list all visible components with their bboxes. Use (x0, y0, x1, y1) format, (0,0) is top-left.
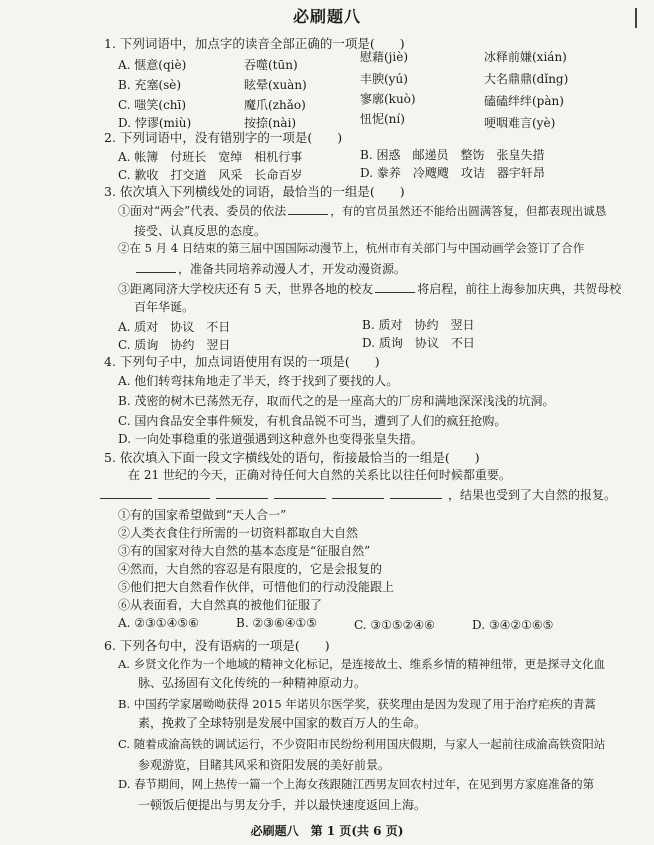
q5-option-a: A. ②③①④⑤⑥ (118, 616, 199, 630)
q2-stem: 2. 下列词语中，没有错别字的一项是( ) (104, 130, 343, 145)
q1-row-d-3: 忸怩(ní) (360, 112, 405, 126)
q5-item-1: ①有的国家希望做到“天人合一” (118, 508, 287, 522)
q6-option-b-line2: 素，挽救了全球特别是发展中国家的数百万人的生命。 (138, 716, 427, 730)
q1-stem: 1. 下列词语中，加点字的读音全部正确的一项是( ) (104, 36, 405, 51)
q6-option-a-line2: 脉、弘扬固有文化传统的一种精神原动力。 (138, 676, 367, 690)
q5-item-3: ③有的国家对待大自然的基本态度是“征服自然” (118, 544, 371, 558)
q6-stem: 6. 下列各句中，没有语病的一项是( ) (104, 638, 330, 653)
q1-row-d-2: 按捺(nài) (244, 116, 297, 130)
q4-option-d: D. 一向处事稳重的张道强遇到这种意外也变得张皇失措。 (118, 432, 423, 446)
q1-row-c-2: 魔爪(zhǎo) (244, 98, 306, 112)
q1-row-a-4: 冰释前嫌(xián) (484, 50, 567, 64)
q3-s2-text-b: ，准备共同培养动漫人才，开发动漫资源。 (178, 262, 407, 276)
q5-lead: 在 21 世纪的今天，正确对待任何大自然的关系比以往任何时候都重要。 (128, 468, 511, 482)
q5-item-4: ④然而，大自然的容忍是有限度的，它是会报复的 (118, 562, 383, 576)
q5-blank-3 (216, 487, 268, 499)
q6-option-d-line2: 一顿饭后便提出与男友分手，并以最快速度返回上海。 (138, 798, 427, 812)
q4-option-b: B. 茂密的树木已荡然无存，取而代之的是一座高大的厂房和满地深深浅浅的坑洞。 (118, 394, 555, 408)
q1-row-d-4: 哽咽难言(yè) (484, 116, 556, 130)
q3-sentence-2b (134, 260, 406, 277)
page-footer: 必刷题八 第 1 页(共 6 页) (250, 824, 404, 838)
q4-option-c: C. 国内食品安全事件频发，有机食品锐不可当，遭到了人们的疯狂抢购。 (118, 414, 507, 428)
q5-blank-5 (332, 487, 384, 499)
q1-row-a-3: 慰藉(jiè) (360, 50, 409, 64)
q3-blank-3 (375, 282, 415, 293)
q5-tail: ，结果也受到了大自然的报复。 (448, 488, 617, 502)
q5-blank-4 (274, 487, 326, 499)
q5-item-2: ②人类衣食住行所需的一切资料都取自大自然 (118, 526, 359, 540)
q5-option-b: B. ②③⑥④①⑤ (236, 616, 317, 630)
q3-sentence-3a (118, 280, 621, 297)
q5-item-5: ⑤他们把大自然看作伙伴，可惜他们的行动没能跟上 (118, 580, 395, 594)
q1-row-d-1: D. 悖谬(miù) (118, 116, 192, 130)
q3-option-a: A. 质对 协议 不日 (118, 320, 231, 334)
q5-item-6: ⑥从表面看，大自然真的被他们征服了 (118, 598, 323, 612)
q3-sentence-1c: 接受、认真反思的态度。 (134, 224, 267, 238)
q3-sentence-2a: ②在 5 月 4 日结束的第三届中国国际动漫节上，杭州市有关部门与中国动画学会签订了合作 (118, 241, 585, 255)
q3-option-c: C. 质询 协约 翌日 (118, 338, 231, 352)
q5-blank-6 (390, 487, 442, 499)
q5-option-c: C. ③①⑤②④⑥ (354, 618, 435, 632)
q3-s3-text-b: 将启程，前往上海参加庆典，共贺母校 (417, 282, 622, 296)
q3-option-d: D. 质询 协议 不日 (362, 336, 475, 350)
q6-option-c-line1: C. 随着成渝高铁的调试运行，不少资阳市民纷纷利用国庆假期，与家人一起前往成渝高铁资阳站 (118, 737, 606, 751)
q6-option-d-line1: D. 春节期间，网上热传一篇一个上海女孩跟随江西男友回农村过年，在见到男方家庭准备的第 (118, 777, 595, 791)
q6-option-c-line2: 参观游览，目睹其风采和资阳发展的美好前景。 (138, 758, 391, 772)
q1-row-b-1: B. 充塞(sè) (118, 78, 182, 92)
q3-stem: 3. 依次填入下列横线处的词语，最恰当的一组是( ) (104, 184, 405, 199)
q5-blank-1 (100, 487, 152, 499)
q2-option-a: A. 帐簿 付班长 宽绰 相机行事 (118, 150, 303, 164)
q5-blank-row (100, 486, 616, 503)
q1-row-c-4: 磕磕绊绊(pàn) (484, 94, 564, 108)
q3-blank-1 (288, 204, 328, 215)
q1-row-c-1: C. 嗤笑(chī) (118, 98, 187, 112)
q1-row-a-1: A. 惬意(qiè) (118, 58, 187, 72)
q3-s1-text-a: ①面对“两会”代表、委员的依法 (118, 204, 287, 218)
page-title: 必刷题八 (292, 7, 361, 26)
q3-option-b: B. 质对 协约 翌日 (362, 318, 475, 332)
q2-option-d: D. 豢养 冷飕飕 攻诘 器宇轩昂 (360, 166, 545, 180)
q4-option-a: A. 他们转弯抹角地走了半天，终于找到了要找的人。 (118, 374, 399, 388)
q3-sentence-3c: 百年华诞。 (134, 300, 195, 314)
q4-stem: 4. 下列句子中，加点词语使用有误的一项是( ) (104, 354, 380, 369)
q6-option-b-line1: B. 中国药学家屠呦呦获得 2015 年诺贝尔医学奖，获奖理由是因为发现了用于治疗疟疾的青蒿 (118, 697, 596, 711)
q3-sentence-1a (118, 202, 606, 219)
q1-row-b-2: 眩晕(xuàn) (244, 78, 307, 92)
q5-option-d: D. ③④②①⑥⑤ (472, 618, 554, 632)
q5-blank-2 (158, 487, 210, 499)
q5-stem: 5. 依次填入下面一段文字横线处的语句，衔接最恰当的一组是( ) (104, 450, 480, 465)
q3-blank-2 (136, 262, 176, 273)
q1-row-a-2: 吞噬(tūn) (244, 58, 298, 72)
q6-option-a-line1: A. 乡贤文化作为一个地域的精神文化标记，是连接故土、维系乡情的精神纽带，更是探寻文化血 (118, 657, 606, 671)
q3-s1-text-b: ，有的官员虽然还不能给出圆满答复，但都表现出诚恳 (330, 204, 607, 218)
q2-option-c: C. 歉收 打交道 风采 长命百岁 (118, 168, 303, 182)
q2-option-b: B. 困惑 邮递员 整饬 张皇失措 (360, 148, 545, 162)
q1-row-b-3: 丰腴(yú) (360, 72, 408, 86)
q3-s3-text-a: ③距离同济大学校庆还有 5 天，世界各地的校友 (118, 282, 374, 296)
q1-row-c-3: 寥廓(kuò) (360, 92, 416, 106)
q1-row-b-4: 大名鼎鼎(dǐng) (484, 72, 569, 86)
